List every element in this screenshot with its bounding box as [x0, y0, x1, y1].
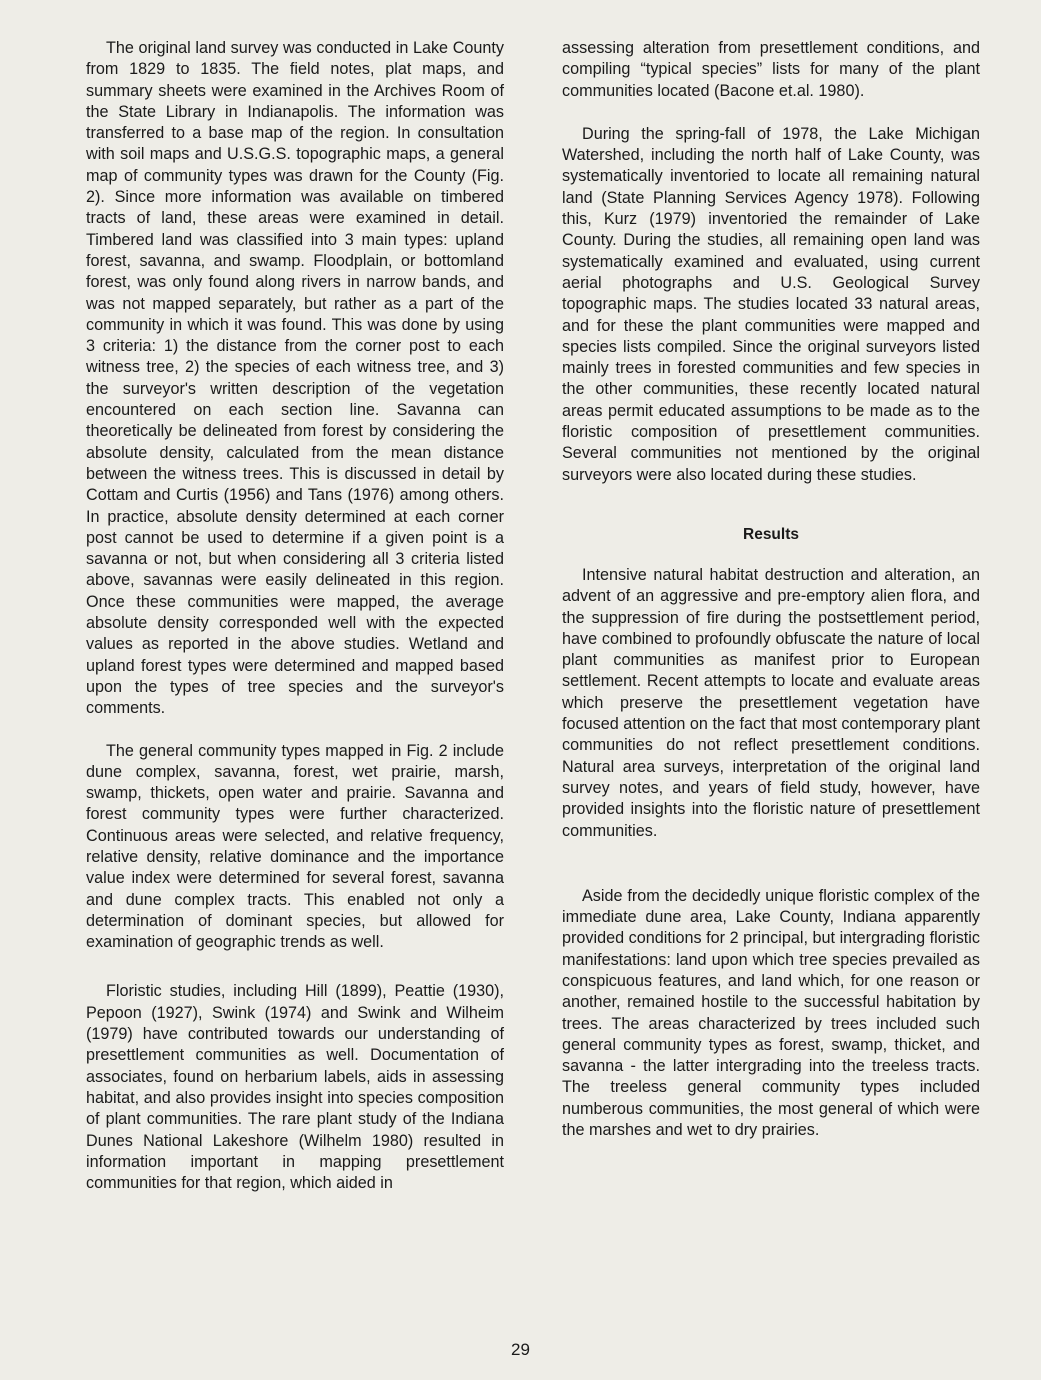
- right-paragraph-1: assessing alteration from presettlement conditions, and compiling “typical species” lists for many of the plant communities located (Bacone et.al. 1980).: [562, 39, 980, 100]
- right-paragraph-4: Aside from the decidedly unique floristic complex of the immediate dune area, Lake County, Indiana apparently provided conditions for 2 principal, but intergrading floristic manifestations: land upon which tree species prevailed as conspicuous features, and land which, for one reason or another, remained hostile to the successful habitation by trees. The areas characterized by trees included such general community types as forest, swamp, thicket, and savanna - the latter intergrading into the treeless tracts. The treeless general community types included numberous communities, the most general of which were the marshes and wet to dry prairies.: [562, 886, 980, 1140]
- left-paragraph-1: The original land survey was conducted in Lake County from 1829 to 1835. The field notes, plat maps, and summary sheets were examined in the Archives Room of the State Library in Indianapolis. The information was transferred to a base map of the region. In consultation with soil maps and U.S.G.S. topographic maps, a general map of community types was drawn for the County (Fig. 2). Since more information was available on timbered tracts of land, these areas were examined in detail. Timbered land was classified into 3 main types: upland forest, savanna, and swamp. Floodplain, or bottomland forest, was only found along rivers in narrow bands, and was not mapped separately, but rather as a part of the community in which it was found. This was done by using 3 criteria: 1) the distance from the corner post to each witness tree, 2) the species of each witness tree, and 3) the surveyor's written description of the vegetation encountered on each section line. Savanna can theoretically be delineated from forest by considering the absolute density, calculated from the mean distance between the witness trees. This is discussed in detail by Cottam and Curtis (1956) and Tans (1976) among others. In practice, absolute density determined at each corner post cannot be used to determine if a given point is a savanna or not, but when considering all 3 criteria listed above, savannas were easily delineated in this region. Once these communities were mapped, the average absolute density corresponded well with the expected values as reported in the above studies. Wetland and upland forest types were determined and mapped based upon the types of tree species and the surveyor's comments.: [86, 39, 504, 718]
- left-paragraph-3: Floristic studies, including Hill (1899), Peattie (1930), Pepoon (1927), Swink (1974) and Swink and Wilheim (1979) have contributed towards our understanding of presettlement communities as well. Documentation of associates, found on herbarium labels, aids in assessing habitat, and also provides insight into species composition of plant communities. The rare plant study of the Indiana Dunes National Lakeshore (Wilhelm 1980) resulted in information important in mapping presettlement communities for that region, which aided in: [86, 982, 504, 1193]
- right-paragraph-3: Intensive natural habitat destruction and alteration, an advent of an aggressive and pre-emptory alien flora, and the suppression of fire during the postsettlement period, have combined to profoundly obfuscate the nature of local plant communities as manifest prior to European settlement. Recent attempts to locate and evaluate areas which preserve the presettlement vegetation have focused attention on the fact that most contemporary plant communities do not reflect presettlement conditions. Natural area surveys, interpretation of the original land survey notes, and years of field study, however, have provided insights into the floristic nature of presettlement communities.: [562, 565, 980, 840]
- left-column: [86, 38, 504, 1194]
- page-number: 29: [511, 1340, 530, 1359]
- right-column: [562, 38, 980, 1141]
- right-paragraph-2: During the spring-fall of 1978, the Lake Michigan Watershed, including the north half of Lake County, was systematically inventoried to locate all remaining natural land (State Planning Services Agency 1978). Following this, Kurz (1979) inventoried the remainder of Lake County. During the studies, all remaining open land was systematically examined and evaluated, using current aerial photographs and U.S. Geological Survey topographic maps. The studies located 33 natural areas, and for these the plant communities were mapped and species lists compiled. Since the original surveyors listed mainly trees in forested communities and few species in the other communities, these recently located natural areas permit educated assumptions to be made as to the floristic composition of presettlement communities. Several communities not mentioned by the original surveyors were also located during these studies.: [562, 124, 980, 484]
- section-heading-results: Results: [743, 525, 799, 543]
- left-paragraph-2: The general community types mapped in Fig. 2 include dune complex, savanna, forest, wet prairie, marsh, swamp, thickets, open water and prairie. Savanna and forest community types were further characterized. Continuous areas were selected, and relative frequency, relative density, relative dominance and the importance value index were determined for several forest, savanna and dune complex tracts. This enabled not only a determination of dominant species, but allowed for examination of geographic trends as well.: [86, 741, 504, 952]
